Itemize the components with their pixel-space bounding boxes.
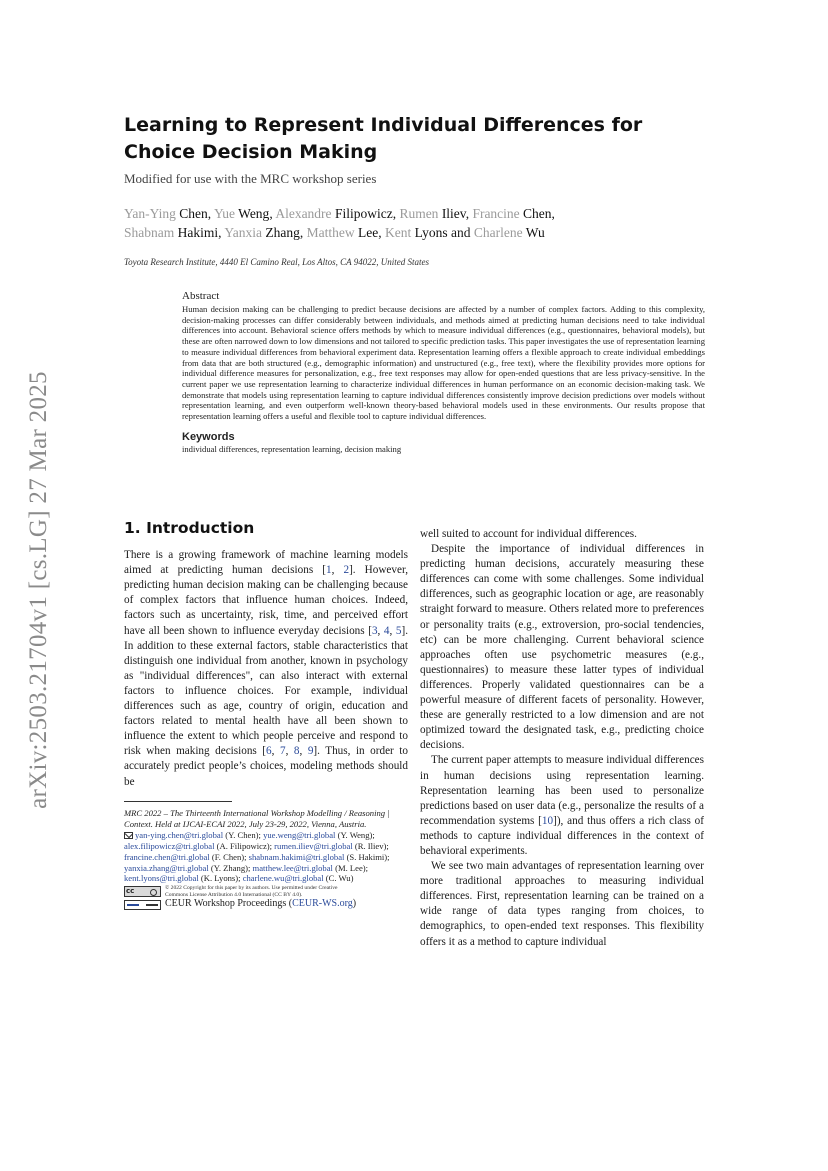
author <box>214 206 273 221</box>
email-link[interactable]: alex.filipowicz@tri.global <box>124 840 215 851</box>
email-owner: (C. Wu) <box>325 873 354 884</box>
proceedings-row <box>124 899 414 910</box>
email-list <box>124 830 414 885</box>
author-last-name: Lyons <box>414 225 448 240</box>
email-link[interactable]: charlene.wu@tri.global <box>242 873 324 884</box>
author-separator: , <box>207 206 212 221</box>
abstract-text: Human decision making can be challenging to predict because decisions are affected by a number of complex factors. Adding to this complexity, decision-making processes can differ considerably between individuals, and methods aimed at predicting human decisions need to take individual differences into account. Behavioral science offers methods by which to measure individual differences (e.g., questionnaires, behavioral models), but these are often narrowed down to low dimensions and not tailored to specific prediction tasks. This paper investigates the use of representation learning to measure individual differences from behavioral experiment data. Representation learning offers a flexible approach to create individual embeddings from data that are both structured (e.g., demographic information) and unstructured (e.g., free text), where the flexibility provides more options for individual difference measures for personalization, e.g., free text responses may allow for open-ended questions that are less privacy-sensitive. In the current paper we use representation learning to characterize individual differences in human performance on an economic decision-making task. We demonstrate that models using representation learning to capture individual differences consistently improve decision predictions over models without representation learning, and even outperform well-known theory-based behavioral models used in these environments. Our results propose that representation learning offers a useful and flexible tool to capture individual differences. <box>182 304 705 422</box>
paragraph-text: ]. In addition to these external factors, stable characteristics that distinguish one individual from another, known in psychology as "individual differences", can also interact with external factors to influence choices. For example, individual differences such as age, country of origin, education and factors related to mental health have all been shown to influence the extent to which people perceive and respond to risk when making decisions [ <box>124 624 408 758</box>
affiliation: Toyota Research Institute, 4440 El Camino Real, Los Altos, CA 94022, United States <box>124 257 429 267</box>
author-last-name: Zhang <box>265 225 300 240</box>
author-separator: and <box>447 225 471 240</box>
cc-by-icon <box>124 886 161 897</box>
email-owner: (S. Hakimi); <box>346 851 390 862</box>
email-owner: (F. Chen); <box>211 851 247 862</box>
author-last-name: Chen <box>179 206 208 221</box>
citation-link[interactable]: 8 <box>293 745 300 758</box>
email-link[interactable]: kent.lyons@tri.global <box>124 873 199 884</box>
author-list <box>124 204 714 242</box>
author-separator: , <box>299 225 304 240</box>
email-owner: (M. Lee); <box>335 862 369 873</box>
footnotes <box>124 808 414 910</box>
ceur-logo-icon <box>124 900 161 910</box>
paragraph: well suited to account for individual differences. <box>420 528 637 540</box>
author <box>472 206 554 221</box>
citation-link[interactable]: 7 <box>279 745 286 758</box>
author-last-name: Lee <box>358 225 379 240</box>
author-separator: , <box>392 206 397 221</box>
paragraph-text: , <box>331 564 344 577</box>
author <box>385 225 471 240</box>
paragraph-text: , <box>285 745 294 758</box>
author-last-name: Chen <box>523 206 552 221</box>
proceedings-link[interactable]: CEUR-WS.org <box>292 898 353 910</box>
author-first-name: Charlene <box>473 225 523 240</box>
citation-link[interactable]: 5 <box>395 624 402 637</box>
author-separator: , <box>378 225 382 240</box>
email-link[interactable]: yan-ying.chen@tri.global <box>135 829 224 840</box>
arxiv-stamp-text: arXiv:2503.21704v1 [cs.LG] 27 Mar 2025 <box>25 371 52 809</box>
paper-title: Learning to Represent Individual Differences for Choice Decision Making <box>124 114 643 163</box>
email-link[interactable]: rumen.iliev@tri.global <box>274 840 353 851</box>
email-link[interactable]: francine.chen@tri.global <box>124 851 210 862</box>
right-column <box>420 527 704 950</box>
email-owner: (Y. Chen); <box>225 829 261 840</box>
abstract-heading: Abstract <box>182 290 220 302</box>
author-separator: , <box>218 225 222 240</box>
author-first-name: Shabnam <box>124 225 175 240</box>
paragraph: We see two main advantages of representation learning over more traditional approaches to measuring individual differences. First, representation learning can be trained on a wide range of data types ranging from choices, to demographics, to open-ended text responses. This flexibility offers it as a method to capture individual <box>420 860 704 948</box>
footnote-rule <box>124 801 232 802</box>
paper-subtitle: Modified for use with the MRC workshop series <box>124 171 377 186</box>
email-owner: (Y. Weng); <box>337 829 375 840</box>
author-last-name: Iliev <box>441 206 466 221</box>
author-separator: , <box>465 206 470 221</box>
paragraph-text: ]), and thus offers a rich class of methods to capture individual differences in the context of behavioral experiments. <box>420 814 704 857</box>
paragraph-text: , <box>299 745 308 758</box>
license-text <box>165 885 338 898</box>
arxiv-stamp <box>18 330 60 850</box>
author-last-name: Weng <box>238 206 270 221</box>
paragraph <box>420 753 704 859</box>
citation-link[interactable]: 4 <box>383 624 390 637</box>
email-owner: (R. Iliev); <box>354 840 389 851</box>
author-last-name: Hakimi <box>177 225 219 240</box>
author-first-name: Yanxia <box>224 225 263 240</box>
license-line: Commons License Attribution 4.0 International (CC BY 4.0). <box>165 891 303 898</box>
citation-link[interactable]: 1 <box>325 564 332 577</box>
author <box>474 225 545 240</box>
author-last-name: Filipowicz <box>334 206 393 221</box>
citation-link[interactable]: 10 <box>541 814 554 827</box>
paragraph-text: , <box>389 624 396 637</box>
section-heading: 1. Introduction <box>124 519 255 537</box>
proceedings-label: CEUR Workshop Proceedings ( <box>165 898 293 910</box>
author <box>124 225 222 240</box>
paragraph-text: , <box>271 745 280 758</box>
left-column <box>124 521 408 790</box>
email-owner: (A. Filipowicz); <box>216 840 273 851</box>
email-link[interactable]: shabnam.hakimi@tri.global <box>248 851 345 862</box>
proceedings-close: ) <box>352 898 357 910</box>
email-link[interactable]: yanxia.zhang@tri.global <box>124 862 209 873</box>
citation-link[interactable]: 6 <box>266 745 272 758</box>
keywords-heading: Keywords <box>182 430 235 443</box>
paragraph-text: ]. Thus, in order to accurately predict people’s choices, modeling methods should be <box>124 745 409 788</box>
email-owner: (Y. Zhang); <box>210 862 251 873</box>
author-first-name: Rumen <box>399 206 439 221</box>
paragraph: Despite the importance of individual differences in predicting human decisions, accurately measuring these differences can come with some challenges. Some individual differences, such as geographic location or age, are reasonably straight forward to measure. Others related more to preferences or personality traits (e.g., extroversion, pro-social tendencies, etc) can be more challenging. Current behavioral science approaches often use psychometric measures (e.g., questionnaires) to measure these latter types of individual differences. Properly validated questionnaires can be a powerful measure of different facets of personality. However, these are generally restricted to a low dimension and are not optimized toward the designated task, e.g., predicting choice decisions. <box>420 543 704 752</box>
abstract-block <box>182 290 705 454</box>
author-separator: , <box>269 206 273 221</box>
author-first-name: Alexandre <box>275 206 332 221</box>
paragraph <box>124 548 408 790</box>
email-link[interactable]: yue.weng@tri.global <box>263 829 336 840</box>
author <box>275 206 396 221</box>
paragraph-text: The current paper attempts to measure individual differences in human decisions using representation learning. Representation learning has been used to personalize predictions based on user data (e.g., personalize the results of a recommendation systems [ <box>420 754 704 827</box>
author-first-name: Kent <box>385 225 412 240</box>
author-separator: , <box>551 206 555 221</box>
paragraph-text: There is a growing framework of machine learning models aimed at predicting human decisions [ <box>124 549 408 577</box>
license-line: © 2022 Copyright for this paper by its authors. Use permitted under Creative <box>165 885 338 892</box>
paragraph-text: ]. However, predicting human decision making can be challenging because of complex factors that influence human choices. Indeed, factors such as uncertainty, risk, time, and perceived effort have all been shown to influence everyday decisions [ <box>124 564 409 637</box>
author <box>124 206 211 221</box>
author <box>224 225 303 240</box>
envelope-icon <box>124 832 133 839</box>
author <box>399 206 469 221</box>
venue-note: MRC 2022 – The Thirteenth International Workshop Modelling / Reasoning | Context. Held at IJCAI-ECAI 2022, July 23-29, 2022, Vienna, Austria. <box>124 808 390 829</box>
author-first-name: Matthew <box>306 225 355 240</box>
author-first-name: Yue <box>214 206 236 221</box>
author <box>307 225 382 240</box>
author-first-name: Yan-Ying <box>124 206 176 221</box>
keywords-text: individual differences, representation learning, decision making <box>182 443 402 454</box>
citation-link[interactable]: 2 <box>343 564 350 577</box>
email-owner: (K. Lyons); <box>200 873 241 884</box>
email-link[interactable]: matthew.lee@tri.global <box>252 862 333 873</box>
citation-link[interactable]: 9 <box>307 745 314 758</box>
citation-link[interactable]: 3 <box>371 624 378 637</box>
proceedings-text <box>165 899 356 910</box>
author-first-name: Francine <box>472 206 520 221</box>
license-row <box>124 885 414 898</box>
paragraph-text: , <box>377 624 384 637</box>
author-last-name: Wu <box>525 225 545 240</box>
